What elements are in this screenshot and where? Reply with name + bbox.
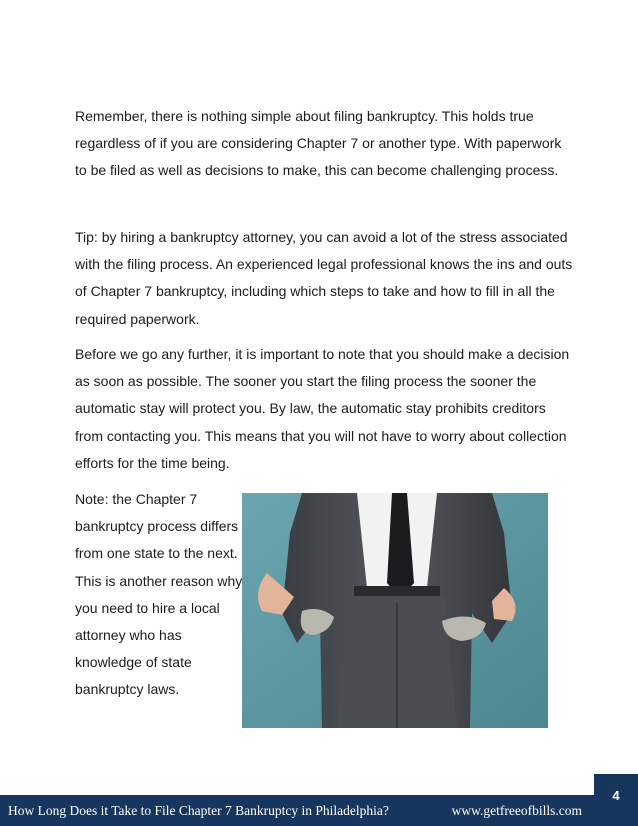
footer-title: How Long Does it Take to File Chapter 7 Bankruptcy in Philadelphia? bbox=[8, 803, 389, 818]
footer-url-link[interactable]: www.getfreeofbills.com bbox=[451, 803, 582, 818]
paragraph-tip: Tip: by hiring a bankruptcy attorney, you can avoid a lot of the stress associated with the filing process. An experienced legal professional knows the ins and outs of Chapter 7 bankruptcy, including which steps to take and how to fill in all the required paperwork. bbox=[75, 229, 573, 327]
footer-bar bbox=[0, 795, 638, 826]
page-number: 4 bbox=[594, 774, 638, 826]
empty-pockets-photo bbox=[242, 493, 548, 728]
paragraph-note: Note: the Chapter 7 bankruptcy process differs from one state to the next. This is another reason why you need to hire a local attorney who has knowledge of state bankruptcy laws. bbox=[75, 491, 243, 698]
paragraph-automatic-stay: Before we go any further, it is important to note that you should make a decision as soon as possible. The sooner you start the filing process the sooner the automatic stay will protect you. By law, the automatic stay prohibits creditors from contacting you. This means that you will not have to worry about collection efforts for the time being. bbox=[75, 346, 570, 471]
paragraph-intro: Remember, there is nothing simple about filing bankruptcy. This holds true regardless of if you are considering Chapter 7 or another type. With paperwork to be filed as well as decisions to make, this can become challenging process. bbox=[75, 108, 562, 179]
